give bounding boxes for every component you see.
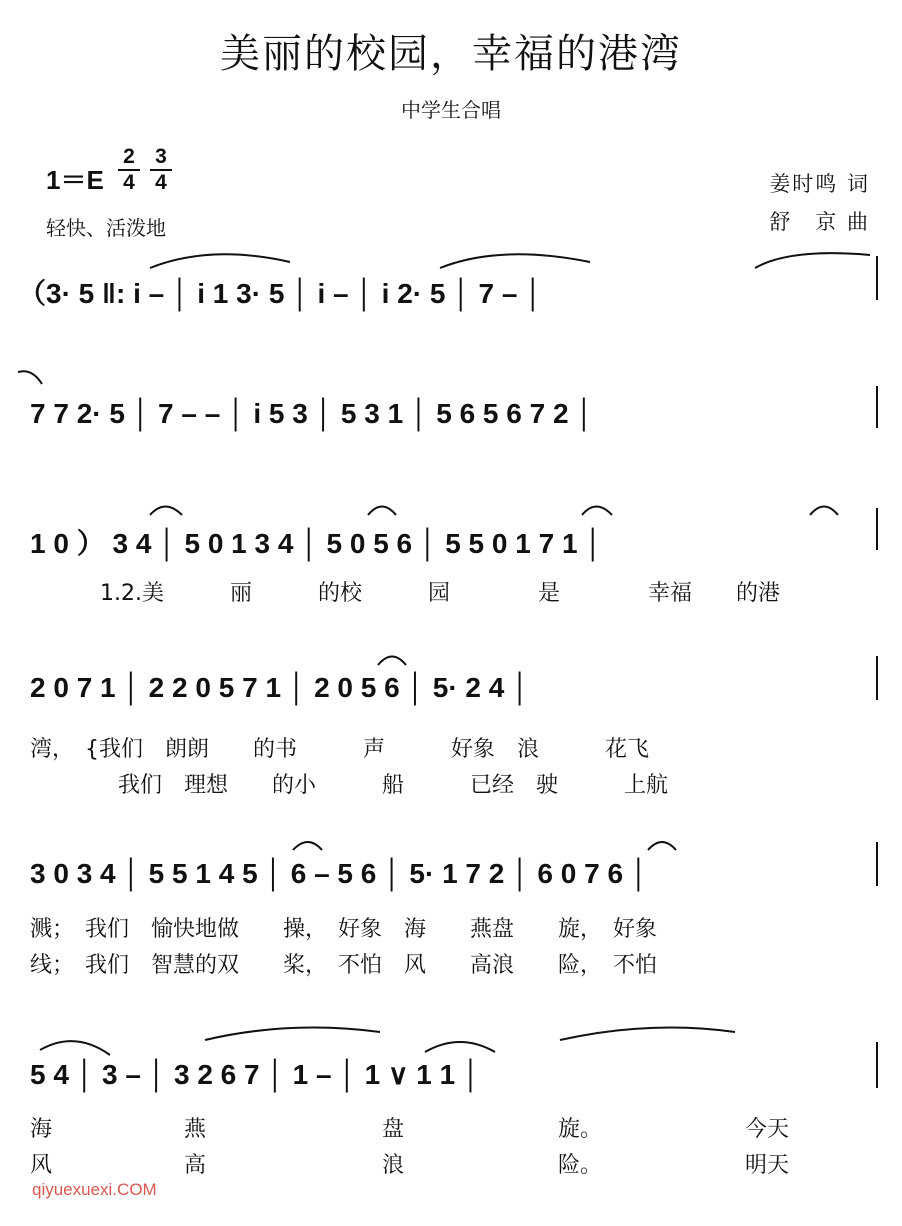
tie-arc xyxy=(810,507,838,516)
staff-6-lyric-2: 风 高 浪 险。 明天 xyxy=(30,1153,790,1178)
staff-3-lyric-1: 1.2.美 丽 的校 园 是 幸福 的港 xyxy=(100,581,780,606)
tie-arc xyxy=(150,507,182,516)
time-signature-denominator: 4 xyxy=(155,171,167,194)
tie-arc xyxy=(425,1042,495,1052)
composer-credit: 舒 京 曲 xyxy=(769,210,870,234)
tie-arc xyxy=(368,507,396,516)
staff-3-notes: 1 0 ） 3 4 │ 5 0 1 3 4 │ 5 0 5 6 │ 5 5 0 1 7 1 │ xyxy=(30,528,603,559)
staff-4-notes: 2 0 7 1 │ 2 2 0 5 7 1 │ 2 0 5 6 │ 5· 2 4 │ xyxy=(30,672,530,703)
key-signature: 1＝E xyxy=(46,165,104,195)
staff-4-lyric-2: 我们 理想 的小 船 已经 驶 上航 xyxy=(30,773,669,798)
tie-arc xyxy=(293,842,322,850)
time-signature-denominator: 4 xyxy=(123,171,135,194)
tie-arc xyxy=(18,371,42,384)
tie-arc xyxy=(378,657,406,666)
tie-arc xyxy=(440,254,590,268)
tie-arc xyxy=(40,1041,110,1055)
staff-4-lyric-1: 湾， {我们 朗朗 的书 声 好象 浪 花飞 xyxy=(30,737,649,762)
song-title: 美丽的校园，幸福的港湾 xyxy=(220,31,682,77)
tie-arc xyxy=(560,1028,735,1041)
tempo-marking: 轻快、活泼地 xyxy=(46,216,166,240)
song-subtitle: 中学生合唱 xyxy=(401,98,501,122)
time-signature-numerator: 2 xyxy=(118,145,140,171)
staff-1-notes: （3· 5 ‖: i – │ i 1 3· 5 │ i – │ i 2· 5 │ 7 – │ xyxy=(18,278,543,309)
staff-5-notes: 3 0 3 4 │ 5 5 1 4 5 │ 6 – 5 6 │ 5· 1 7 2 │ 6 0 7 6 │ xyxy=(30,858,649,889)
tie-arc xyxy=(150,254,290,268)
tie-arc xyxy=(648,842,676,850)
staff-2-notes: 7 7 2· 5 │ 7 – – │ i 5 3 │ 5 3 1 │ 5 6 5 6 7 2 │ xyxy=(30,398,594,429)
time-signature-numerator: 3 xyxy=(150,145,172,171)
watermark: qiyuexuexi.COM xyxy=(32,1180,157,1199)
staff-6-notes: 5 4 │ 3 – │ 3 2 6 7 │ 1 – │ 1 ∨ 1 1 │ xyxy=(30,1059,481,1090)
lyricist-credit: 姜时鸣 词 xyxy=(769,172,870,196)
staff-6-lyric-1: 海 燕 盘 旋。 今天 xyxy=(30,1117,790,1142)
staff-5-lyric-1: 溅； 我们 愉快地做 操， 好象 海 燕盘 旋， 好象 xyxy=(30,917,658,942)
tie-arc xyxy=(582,507,612,516)
staff-5-lyric-2: 线； 我们 智慧的双 桨， 不怕 风 高浪 险， 不怕 xyxy=(30,953,658,978)
tie-arc xyxy=(755,253,870,268)
tie-arc xyxy=(205,1028,380,1041)
